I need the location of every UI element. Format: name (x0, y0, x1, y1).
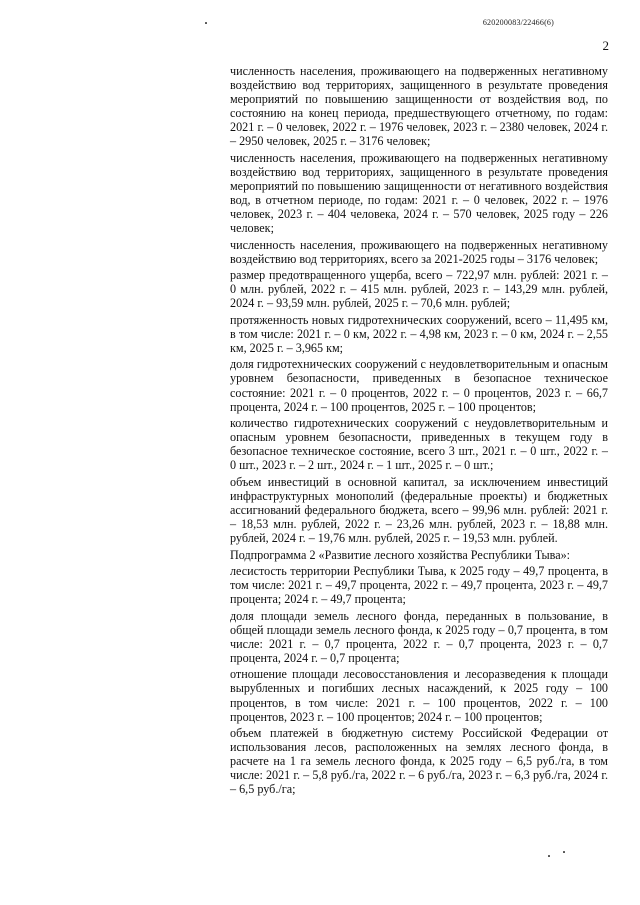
document-body (230, 64, 608, 799)
scan-speck (548, 855, 550, 857)
scan-speck (205, 22, 207, 24)
paragraph: численность населения, проживающего на подверженных негативному воздействию вод территориях, защищенного в результате проведения мероприятий по повышению защищенности от негативного воздействия вод, в отчетном периоде, по годам: 2021 г. – 0 человек, 2022 г. – 1976 человек, 2023 г. – 404 человека, 2024 г. – 570 человек, 2025 году – 226 человек; (230, 150, 608, 236)
paragraph: протяженность новых гидротехнических сооружений, всего – 11,495 км, в том числе: 2021 г. – 0 км, 2022 г. – 4,98 км, 2023 г. – 0 км, 2024 г. – 2,55 км, 2025 г. – 3,965 км; (230, 312, 608, 355)
paragraph: объем платежей в бюджетную систему Российской Федерации от использования лесов, расположенных на землях лесного фонда, в расчете на 1 га земель лесного фонда, к 2025 году – 6,5 руб./га, в том числе: 2021 г. – 5,8 руб./га, 2022 г. – 6 руб./га, 2023 г. – 6,3 руб./га, 2024 г. – 6,5 руб./га; (230, 726, 608, 797)
paragraph: объем инвестиций в основной капитал, за исключением инвестиций инфраструктурных монополий (федеральные проекты) и бюджетных ассигнований федерального бюджета, всего – 99,96 млн. рублей: 2021 г. – 18,53 млн. рублей, 2022 г. – 23,26 млн. рублей, 2023 г. – 18,88 млн. рублей, 2024 г. – 19,76 млн. рублей, 2025 г. – 19,53 млн. рублей. (230, 474, 608, 545)
scan-speck (563, 851, 565, 853)
document-id: 620200083/22466(6) (482, 18, 554, 27)
paragraph: доля гидротехнических сооружений с неудовлетворительным и опасным уровнем безопасности, приведенных в безопасное техническое состояние: 2021 г. – 0 процентов, 2022 г. – 0 процентов, 2023 г. – 66,7 процента, 2024 г. – 100 процентов, 2025 г. – 100 процентов; (230, 357, 608, 414)
page-number: 2 (602, 38, 609, 53)
paragraph: лесистость территории Республики Тыва, к 2025 году – 49,7 процента, в том числе: 2021 г. – 49,7 процента, 2022 г. – 49,7 процента, 2023 г. – 49,7 процента; 2024 г. – 49,7 процента; (230, 564, 608, 607)
subprogram-heading: Подпрограмма 2 «Развитие лесного хозяйства Республики Тыва»: (230, 547, 571, 562)
paragraph: численность населения, проживающего на подверженных негативному воздействию вод территориях, защищенного в результате проведения мероприятий по повышению защищенности от воздействия вод, по состоянию на конец периода, предшествующего отчетному, по годам: 2021 г. – 0 человек, 2022 г. – 1976 человек, 2023 г. – 2380 человек, 2024 г. – 2950 человек, 2025 г. – 3176 человек; (230, 64, 608, 149)
paragraph: доля площади земель лесного фонда, переданных в пользование, в общей площади земель лесного фонда, к 2025 году – 0,7 процента, в том числе: 2021 г. – 0,7 процента, 2022 г. – 0,7 процента, 2023 г. – 0,7 процента, 2024 г. – 0,7 процента; (230, 608, 608, 665)
paragraph: количество гидротехнических сооружений с неудовлетворительным и опасным уровнем безопасности, приведенных в текущем году в безопасное техническое состояние, всего 3 шт., 2021 г. – 0 шт., 2022 г. – 0 шт., 2023 г. – 2 шт., 2024 г. – 1 шт., 2025 г. – 0 шт.; (230, 416, 608, 473)
paragraph: отношение площади лесовосстановления и лесоразведения к площади вырубленных и погибших лесных насаждений, к 2025 году – 100 процентов, в том числе: 2021 г. – 100 процентов, 2022 г. – 100 процентов, 2023 г. – 100 процентов; 2024 г. – 100 процентов; (230, 667, 608, 724)
paragraph: размер предотвращенного ущерба, всего – 722,97 млн. рублей: 2021 г. – 0 млн. рублей, 2022 г. – 415 млн. рублей, 2023 г. – 143,29 млн. рублей, 2024 г. – 93,59 млн. рублей, 2025 г. – 70,6 млн. рублей; (230, 268, 608, 311)
paragraph: численность населения, проживающего на подверженных негативному воздействию вод территориях, всего за 2021-2025 годы – 3176 человек; (230, 237, 608, 266)
